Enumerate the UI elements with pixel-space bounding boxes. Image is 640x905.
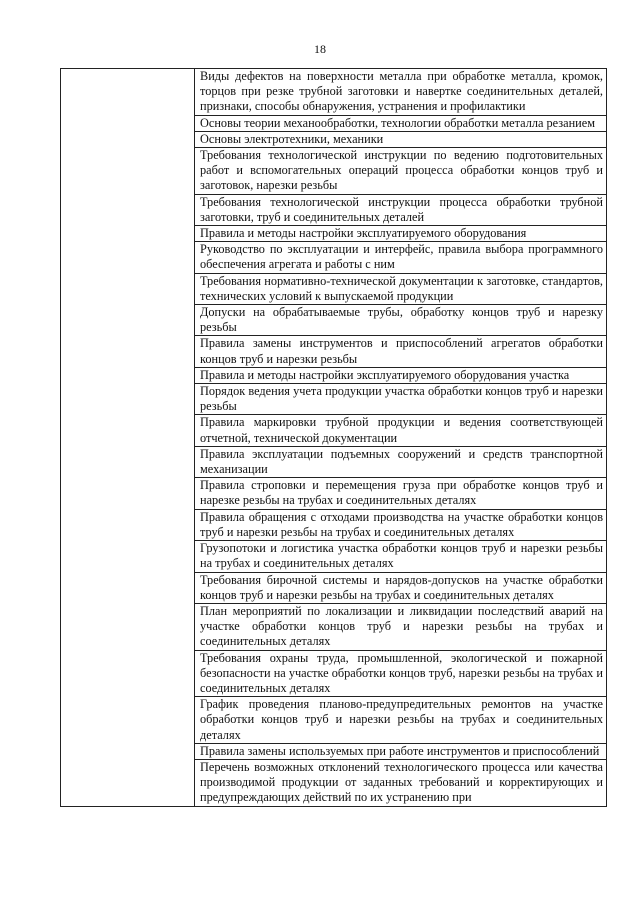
cell-text: Допуски на обрабатываемые трубы, обработку концов труб и нарезку резьбы [200, 305, 603, 335]
table-cell [195, 478, 607, 509]
cell-text: Правила обращения с отходами производства на участке обработки концов труб и нарезки резьбы на трубах и соединительных деталях [200, 509, 603, 539]
cell-text: Требования нормативно-технической документации к заготовке, стандартов, технических условий к выпускаемой продукции [200, 273, 603, 303]
table-cell [195, 415, 607, 446]
table-left-column [61, 69, 195, 807]
table-cell [195, 305, 607, 336]
cell-text: Правила и методы настройки эксплуатируемого оборудования [200, 226, 527, 241]
table-cell [195, 541, 607, 572]
cell-text: Правила маркировки трубной продукции и ведения соответствующей отчетной, технической документации [200, 415, 603, 445]
table-cell [195, 367, 607, 383]
table-cell [195, 115, 607, 131]
cell-text: Требования технологической инструкции по ведению подготовительных работ и вспомогательных операций процесса обработки концов труб и заготовок, нарезки резьбы [200, 148, 603, 193]
cell-text: Основы теории механообработки, технологии обработки металла резанием [200, 115, 595, 130]
table-cell [195, 509, 607, 540]
cell-text: Требования бирочной системы и нарядов-допусков на участке обработки концов труб и нарезки резьбы на трубах и соединительных деталях [200, 572, 603, 602]
cell-text: Требования технологической инструкции процесса обработки трубной заготовки, труб и соединительных деталей [200, 194, 603, 224]
table-cell [195, 446, 607, 477]
cell-text: Перечень возможных отклонений технологического процесса или качества производимой продукции от заданных требований и корректирующих и предупреждающих действий по их устранению при [200, 759, 603, 805]
table-row [61, 69, 607, 116]
table-cell [195, 336, 607, 367]
cell-text: Грузопотоки и логистика участка обработки концов труб и нарезки резьбы на трубах и соединительных деталях [200, 541, 603, 571]
table-cell [195, 273, 607, 304]
cell-text: Правила строповки и перемещения груза при обработке концов труб и нарезке резьбы на трубах и соединительных деталях [200, 478, 603, 508]
table-cell [195, 148, 607, 195]
cell-text: Виды дефектов на поверхности металла при обработке металла, кромок, торцов при резке трубной заготовки и навертке соединительных деталей, признаки, способы обнаружения, устранения и профилактики [200, 69, 603, 114]
cell-text: График проведения планово-предупредительных ремонтов на участке обработки концов труб и нарезки резьбы на трубах и соединительных деталях [200, 697, 603, 742]
cell-text: Правила замены используемых при работе инструментов и приспособлений [200, 743, 600, 758]
cell-text: Правила эксплуатации подъемных сооружений и средств транспортной механизации [200, 446, 603, 477]
table-cell [195, 759, 607, 806]
table-cell [195, 194, 607, 225]
cell-text: План мероприятий по локализации и ликвидации последствий аварий на участке обработки концов труб и нарезки резьбы на трубах и соединительных деталях [200, 603, 603, 649]
table-cell [195, 743, 607, 759]
table-cell [195, 650, 607, 697]
cell-text: Требования охраны труда, промышленной, экологической и пожарной безопасности на участке обработки концов труб, нарезки резьбы на трубах и соединительных деталях [200, 650, 603, 695]
table-cell [195, 572, 607, 603]
table-cell [195, 242, 607, 273]
table-cell [195, 226, 607, 242]
table-cell [195, 69, 607, 116]
table-cell [195, 697, 607, 744]
cell-text: Основы электротехники, механики [200, 131, 384, 146]
knowledge-table [60, 68, 607, 807]
table-cell [195, 131, 607, 147]
cell-text: Правила замены инструментов и приспособлений агрегатов обработки концов труб и нарезки резьбы [200, 336, 603, 366]
cell-text: Порядок ведения учета продукции участка обработки концов труб и нарезки резьбы [200, 384, 603, 414]
cell-text: Руководство по эксплуатации и интерфейс, правила выбора программного обеспечения агрегата и работы с ним [200, 242, 603, 272]
cell-text: Правила и методы настройки эксплуатируемого оборудования участка [200, 367, 570, 382]
table-cell [195, 384, 607, 415]
table-cell [195, 603, 607, 650]
page-number: 18 [314, 42, 326, 56]
